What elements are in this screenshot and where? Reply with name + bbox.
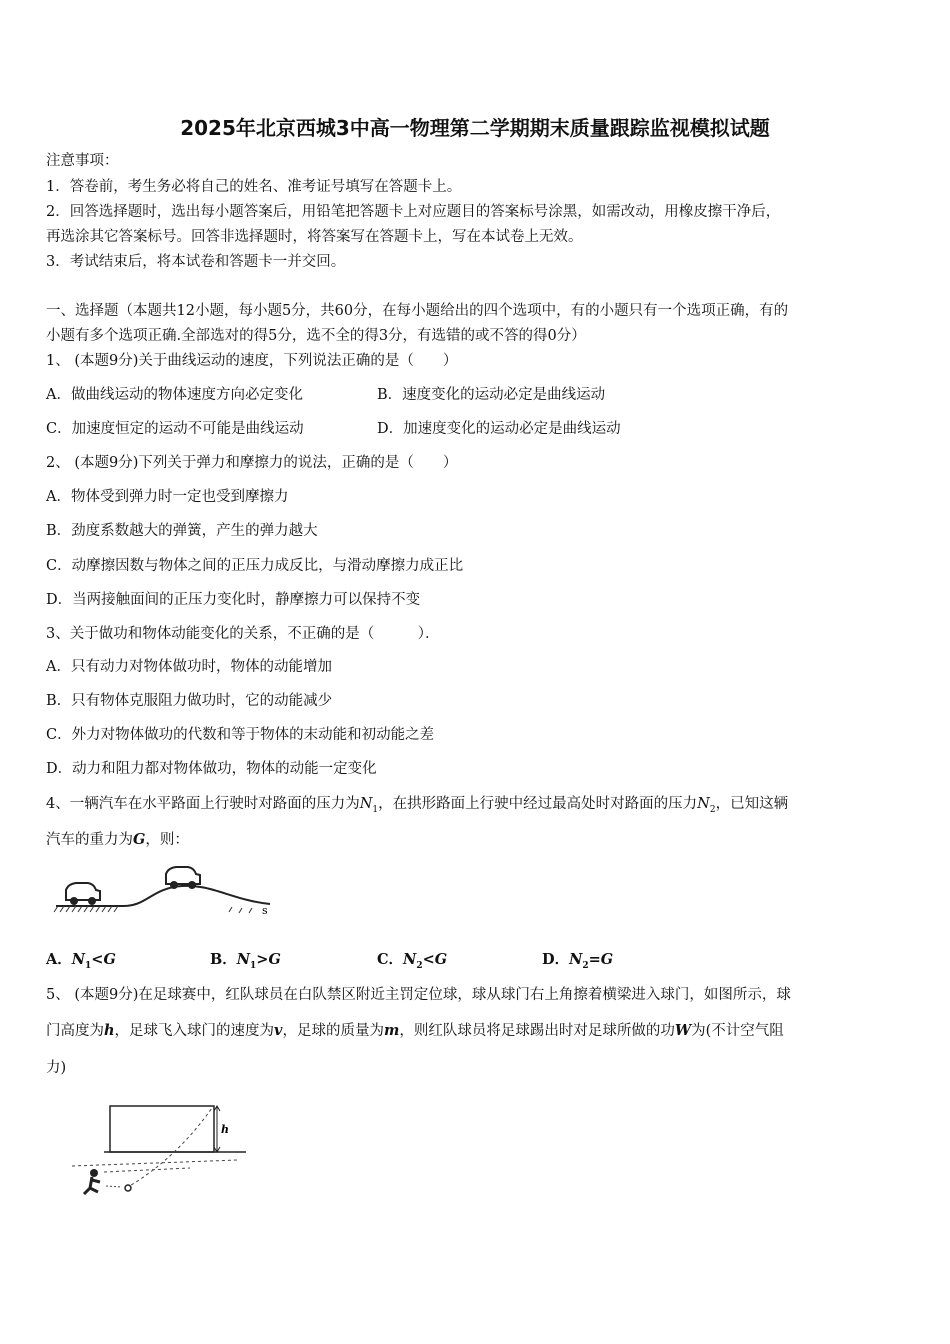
q3-option-b: B．只有物体克服阻力做功时，它的动能减少 (46, 693, 333, 709)
q3-option-c: C．外力对物体做功的代数和等于物体的末动能和初动能之差 (46, 727, 435, 743)
figure-label-s: s (262, 904, 268, 917)
section-instructions-1: 一、选择题（本题共12小题，每小题5分，共60分，在每小题给出的四个选项中，有的小题只有一个选项正确，有的 (46, 303, 789, 319)
q4-option-c: C．$N_2<G$ (377, 951, 448, 971)
page-title: 2025年北京西城3中高一物理第二学期期末质量跟踪监视模拟试题 (180, 116, 770, 140)
q1-option-a: A．做曲线运动的物体速度方向必定变化 (46, 387, 303, 403)
notice-heading: 注意事项： (46, 153, 119, 169)
q5-goal-figure (70, 1100, 260, 1210)
q1-option-d: D．加速度变化的运动必定是曲线运动 (377, 421, 621, 437)
q2-option-a: A．物体受到弹力时一定也受到摩擦力 (46, 489, 289, 505)
q4-option-a: A．$N_1<G$ (46, 951, 116, 971)
q2-option-c: C．动摩擦因数与物体之间的正压力成反比，与滑动摩擦力成正比 (46, 558, 464, 574)
notice-item-2: 2．回答选择题时，选出每小题答案后，用铅笔把答题卡上对应题目的答案标号涂黑，如需改动，用橡皮擦干净后， (46, 204, 781, 220)
notice-item-1: 1．答卷前，考生务必将自己的姓名、准考证号填写在答题卡上。 (46, 179, 462, 195)
ball-icon (125, 1185, 131, 1191)
figure-label-h: h (221, 1123, 229, 1136)
q5-stem-line2: 门高度为h，足球飞入球门的速度为v，足球的质量为m，则红队球员将足球踢出时对足球所做的功W为(不计空气阻 (46, 1022, 784, 1039)
q5-stem-line3: 力) (46, 1060, 67, 1076)
q3-stem: 3、关于做功和物体动能变化的关系，不正确的是（ ）． (46, 626, 440, 642)
car-flat-icon (66, 883, 100, 905)
q4-option-b: B．$N_1>G$ (210, 951, 281, 971)
q2-stem: 2、 (本题9分)下列关于弹力和摩擦力的说法，正确的是（ ） (46, 455, 458, 471)
player-icon (84, 1169, 100, 1194)
q4-stem-line2: 汽车的重力为G，则： (46, 831, 189, 848)
q4-road-figure (52, 860, 282, 920)
q3-option-a: A．只有动力对物体做功时，物体的动能增加 (46, 659, 332, 675)
notice-item-2-cont: 再选涂其它答案标号。回答非选择题时，将答案写在答题卡上，写在本试卷上无效。 (46, 229, 583, 245)
q3-option-d: D．动力和阻力都对物体做功，物体的动能一定变化 (46, 761, 377, 777)
notice-item-3: 3．考试结束后，将本试卷和答题卡一并交回。 (46, 254, 346, 270)
q1-option-b: B．速度变化的运动必定是曲线运动 (377, 387, 606, 403)
q5-stem-line1: 5、 (本题9分)在足球赛中，红队球员在白队禁区附近主罚定位球，球从球门右上角擦着横梁进入球门，如图所示，球 (46, 987, 791, 1003)
q2-option-d: D．当两接触面间的正压力变化时，静摩擦力可以保持不变 (46, 592, 421, 608)
section-instructions-2: 小题有多个选项正确.全部选对的得5分，选不全的得3分，有选错的或不答的得0分） (46, 328, 586, 344)
q4-option-d: D．$N_2=G$ (542, 951, 614, 971)
q1-stem: 1、 (本题9分)关于曲线运动的速度，下列说法正确的是（ ） (46, 353, 458, 369)
q4-stem-line1: 4、一辆汽车在水平路面上行驶时对路面的压力为$N_1$，在拱形路面上行驶中经过最高处时对路面的压力$N_2$，已知这辆 (46, 796, 789, 815)
q2-option-b: B．劲度系数越大的弹簧，产生的弹力越大 (46, 523, 318, 539)
q1-option-c: C．加速度恒定的运动不可能是曲线运动 (46, 421, 304, 437)
